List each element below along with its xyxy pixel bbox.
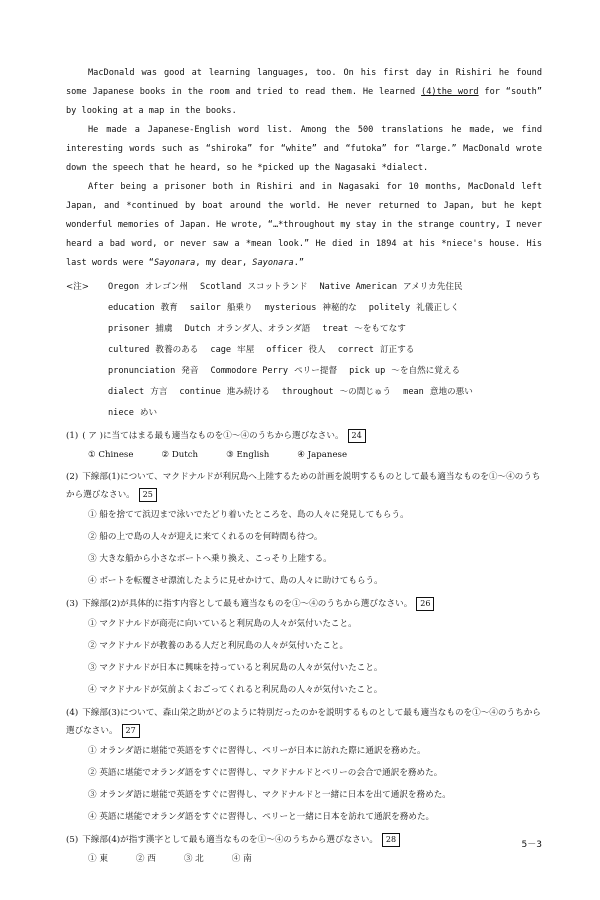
note-term: continue [179,387,221,397]
passage-text: .” [293,258,305,268]
choice-option[interactable]: ① オランダ語に堪能で英語をすぐに習得し、ペリーが日本に訪れた際に通訳を務めた。 [88,746,426,756]
note-term: correct [337,345,374,355]
choice-list [66,445,542,465]
notes-row [66,361,542,382]
note-entry [338,340,415,361]
note-entry [200,277,307,298]
note-entry [108,298,178,319]
answer-box[interactable]: 24 [348,429,366,443]
notes-label: <注> [66,282,89,292]
choice-option[interactable]: ① マクドナルドが商売に向いていると利尻島の人々が気付いたこと。 [88,619,357,629]
note-meaning: ～をもてなす [354,324,406,334]
note-entry [108,382,167,403]
choice-option[interactable]: ① 船を捨てて浜辺まで泳いでたどり着いたところを、島の人々に発見してもらう。 [88,510,409,520]
notes-row [66,298,542,319]
answer-box[interactable]: 27 [122,724,140,738]
answer-box[interactable]: 28 [382,833,400,847]
choice-option[interactable]: ③ マクドナルドが日本に興味を持っていると利尻島の人々が気付いたこと。 [88,663,383,673]
note-entry [322,319,405,340]
choice-option[interactable]: ④ ボートを転覆させ漂流したように見せかけて、島の人々に助けてもらう。 [88,576,383,586]
note-meaning: 神秘的な [322,303,357,313]
question-number: (2) [66,472,79,482]
note-term: Native American [319,282,398,292]
question-5 [66,831,542,869]
passage-text: After being a prisoner both in Rishiri and in Nagasaki for 10 months, MacDonald left Japan, and *continued by boat around the world. He never returned to Japan, but he kept wonderful memories of Japan. He wrote, “…*throughout my stay in the strange country, I never heard a bad word, or never saw a *mean look.” He died in 1894 at his *niece's house. His last words were “ [66,182,542,268]
note-term: Dutch [184,324,211,334]
note-meaning: 発音 [181,366,199,376]
page-number: 5－3 [521,840,542,850]
question-prompt [66,468,542,504]
notes-items [108,277,463,298]
question-number: (1) [66,431,79,441]
note-term: Oregon [108,282,140,292]
note-term: Scotland [200,282,242,292]
note-meaning: 方言 [150,387,168,397]
note-entry [179,382,269,403]
notes-row [66,340,542,361]
note-term: dialect [108,387,145,397]
note-entry [108,361,198,382]
question-text: 下線部(3)について、森山栄之助がどのように特別だったのかを説明するものとして最も適当なものを①～④のうちから選びなさい。 [66,708,541,736]
choice-option[interactable]: ④ マクドナルドが気前よくおごってくれると利尻島の人々が気付いたこと。 [88,685,383,695]
note-meaning: スコットランド [247,282,308,292]
notes-row [66,382,542,403]
note-meaning: めい [139,408,158,418]
note-term: sailor [189,303,221,313]
note-meaning: オランダ人、オランダ語 [216,324,311,334]
choice-option[interactable]: ① 東 [88,854,108,864]
note-meaning: 教育 [160,303,178,313]
notes-row [66,403,542,424]
question-number: (3) [66,599,79,609]
choice-option[interactable]: ④ Japanese [297,450,348,460]
underlined-word: (4)the word [421,87,479,97]
question-text: 下線部(2)が具体的に指す内容として最も適当なものを①～④のうちから選びなさい。 [82,599,413,609]
question-number: (5) [66,835,79,845]
choice-option[interactable]: ④ 南 [231,854,252,864]
note-term: throughout [281,387,334,397]
note-term: prisoner [108,324,150,334]
note-term: cultured [108,345,150,355]
passage-text: for “south” by looking at a map in the books. [66,87,542,116]
note-entry [108,277,188,298]
choice-option[interactable]: ② 英語に堪能でオランダ語をすぐに習得し、マクドナルドとペリーの会合で通訳を務めた。 [88,768,443,778]
choice-option[interactable]: ② マクドナルドが教養のある人だと利尻島の人々が気付いたこと。 [88,641,349,651]
italic-word: Sayonara [153,258,196,268]
note-entry [403,382,473,403]
question-prompt [66,595,542,613]
choice-option[interactable]: ③ オランダ語に堪能で英語をすぐに習得し、マクドナルドと一緒に日本を出て通訳を務めた。 [88,790,451,800]
passage-paragraph-2: He made a Japanese-English word list. Among the 500 translations he made, we find interesting words such as “shiroka” for “white” and “futoka” for “large.” MacDonald wrote down the speech that he heard, so he *picked up the Nagasaki *dialect. [66,125,542,173]
note-term: treat [322,324,349,334]
choice-option[interactable]: ② 西 [135,854,156,864]
note-entry [369,298,459,319]
note-entry [210,340,254,361]
notes-row [66,319,542,340]
passage-paragraph-1 [66,64,542,121]
notes-first-row [66,277,542,298]
note-meaning: 役人 [308,345,326,355]
note-meaning: 牢屋 [237,345,255,355]
choice-option[interactable]: ④ 英語に堪能でオランダ語をすぐに習得し、ペリーと一緒に日本を訪れて通訳を務めた。 [88,812,435,822]
note-meaning: ～を自然に覚える [391,366,461,376]
choice-list [66,849,542,869]
note-term: Commodore Perry [210,366,289,376]
note-meaning: 船乗り [226,303,253,313]
note-entry [265,298,357,319]
note-term: mysterious [264,303,317,313]
note-term: cage [210,345,232,355]
question-1 [66,427,542,465]
note-meaning: ペリー提督 [294,366,338,376]
note-entry [108,403,157,424]
note-entry [282,382,391,403]
note-entry [108,340,198,361]
note-entry [108,319,173,340]
note-entry [190,298,253,319]
question-text: ( ア )に当てはまる最も適当なものを①～④のうちから選びなさい。 [82,431,344,441]
note-entry [210,361,337,382]
question-prompt [66,704,542,740]
note-term: mean [403,387,424,397]
choice-option[interactable]: ② Dutch [161,450,199,460]
vocabulary-notes [66,277,542,424]
choice-option[interactable]: ① Chinese [88,450,134,460]
italic-word: Sayonara [252,258,294,268]
note-meaning: 意地の悪い [429,387,473,397]
note-meaning: オレゴン州 [145,282,189,292]
note-entry [349,361,460,382]
note-term: politely [368,303,411,313]
note-meaning: 進み続ける [226,387,270,397]
note-entry [319,277,462,298]
question-4 [66,704,542,828]
question-text: 下線部(1)について、マクドナルドが利尻島へ上陸するための計画を説明するものとして最も適当なものを①～④のうちから選びなさい。 [66,472,541,500]
note-meaning: 訂正する [379,345,415,355]
question-prompt [66,831,542,849]
note-meaning: 教養のある [155,345,199,355]
note-term: pick up [349,366,386,376]
note-meaning: ～の間じゅう [339,387,392,397]
note-entry [266,340,325,361]
note-term: education [108,303,155,313]
answer-box[interactable]: 26 [416,597,434,611]
note-meaning: アメリカ先住民 [403,282,463,292]
note-entry [185,319,311,340]
question-text: 下線部(4)が指す漢字として最も適当なものを①～④のうちから選びなさい。 [82,835,378,845]
note-term: pronunciation [108,366,176,376]
choice-option[interactable]: ③ 大きな船から小さなボートへ乗り換え、こっそり上陸する。 [88,554,332,564]
answer-box[interactable]: 25 [139,488,157,502]
question-number: (4) [66,708,79,718]
choice-option[interactable]: ③ 北 [183,854,204,864]
choice-option[interactable]: ② 船の上で島の人々が迎えに来てくれるのを何時間も待つ。 [88,532,323,542]
note-meaning: 捕虜 [155,324,173,334]
note-term: niece [108,408,134,418]
question-2 [66,468,542,592]
passage-text: MacDonald was good at learning languages, too. On his first day in Rishiri he found some Japanese books in the room and tried to read them. He learned [66,68,542,97]
question-prompt [66,427,542,445]
question-3 [66,595,542,701]
passage-paragraph-3 [66,178,542,273]
choice-option[interactable]: ③ English [226,450,270,460]
passage-text: , my dear, [195,258,253,268]
note-meaning: 礼儀正しく [416,303,460,313]
note-term: officer [266,345,303,355]
